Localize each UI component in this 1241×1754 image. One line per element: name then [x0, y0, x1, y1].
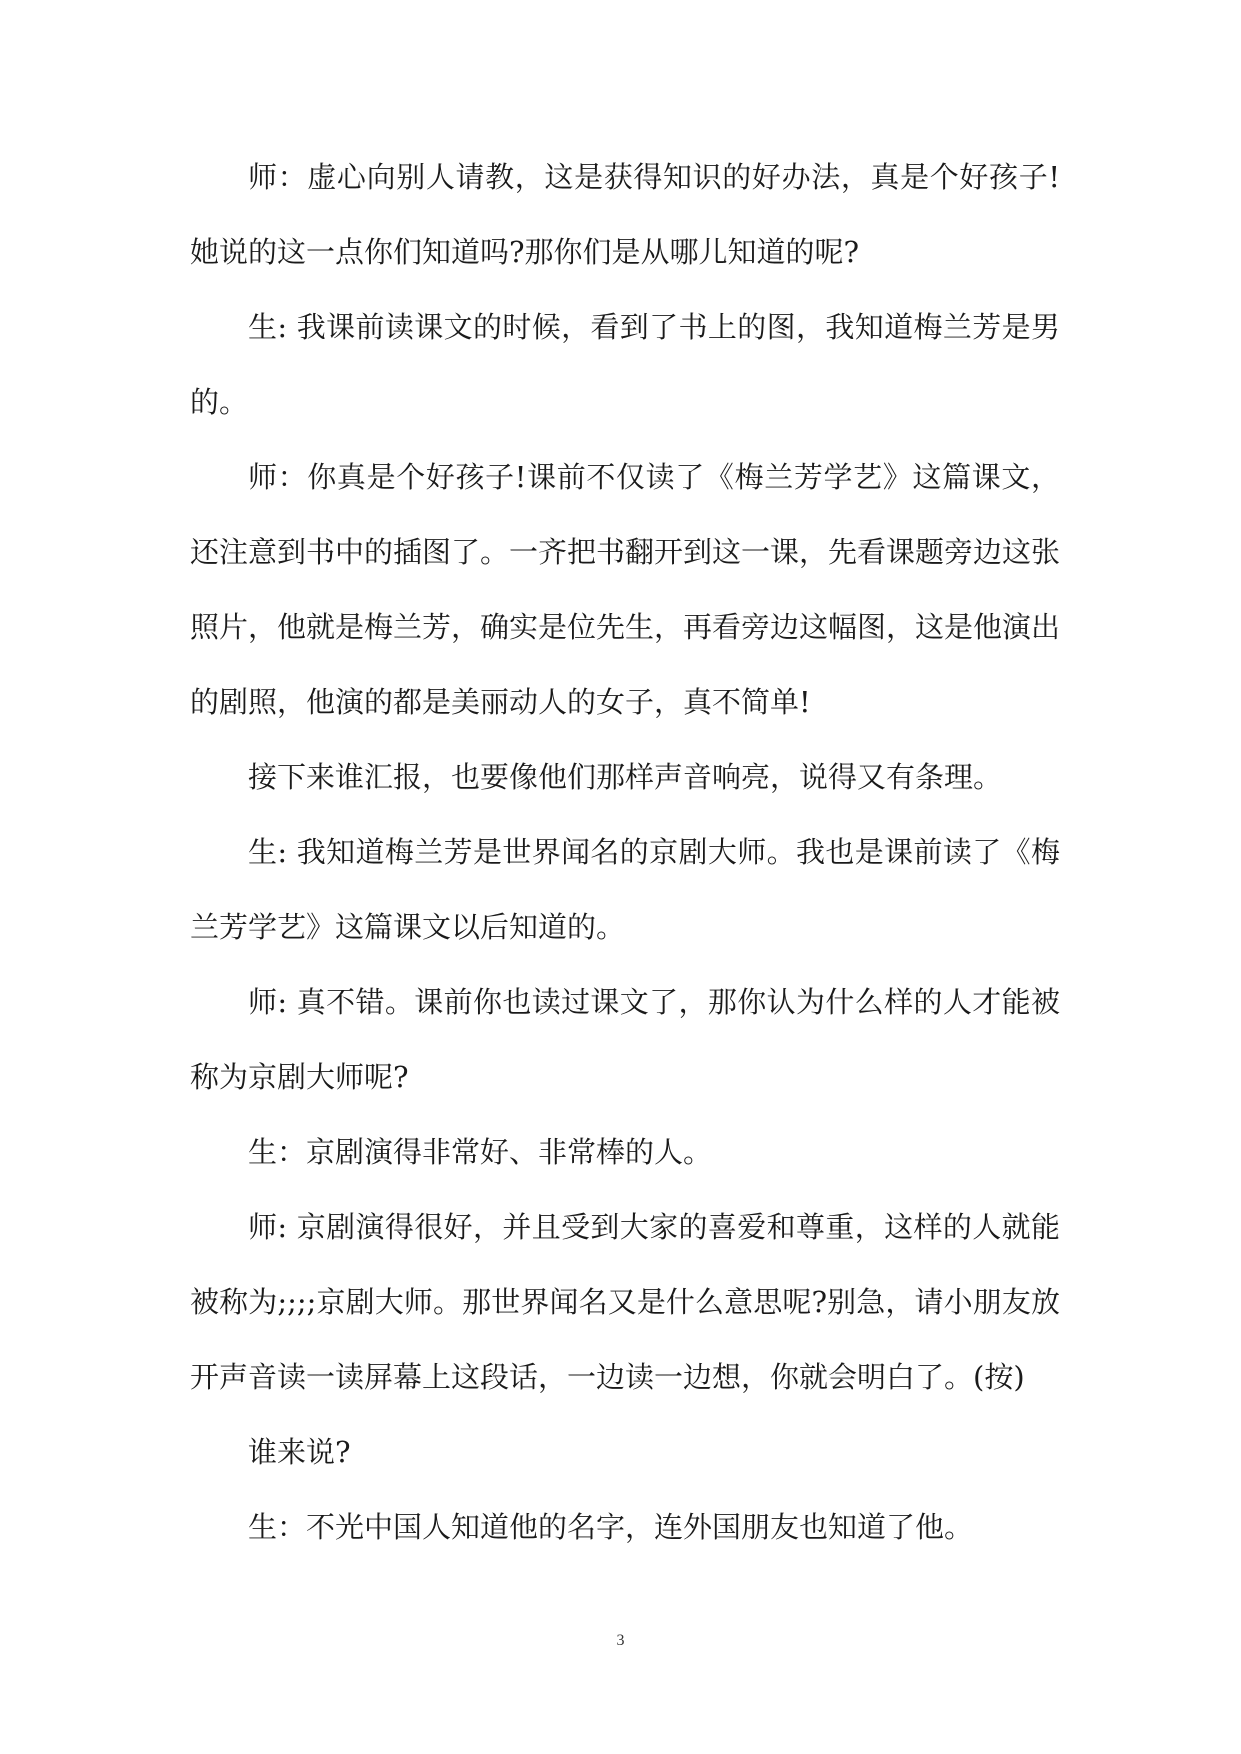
paragraph-7: 生：京剧演得非常好、非常棒的人。	[248, 1135, 713, 1169]
paragraph-4: 接下来谁汇报，也要像他们那样声音响亮，说得又有条理。	[248, 760, 1003, 794]
paragraph-3: 师：你真是个好孩子!课前不仅读了《梅兰芳学艺》这篇课文，还注意到书中的插图了。一齐把书翻开到这一课，先看课题旁边这张照片，他就是梅兰芳，确实是位先生，再看旁边这幅图，这是他演出的剧照，他演的都是美丽动人的女子，真不简单!	[190, 460, 1061, 719]
page-number: 3	[616, 1632, 625, 1649]
paragraph-6: 师: 真不错。课前你也读过课文了，那你认为什么样的人才能被称为京剧大师呢?	[190, 985, 1060, 1094]
paragraph-9: 谁来说?	[248, 1435, 351, 1469]
page-content	[190, 140, 1060, 1565]
paragraph-8: 师: 京剧演得很好，并且受到大家的喜爱和尊重，这样的人就能被称为;;;;京剧大师。那世界闻名又是什么意思呢?别急，请小朋友放开声音读一读屏幕上这段话，一边读一边想，你就会明白了。(按)	[190, 1210, 1060, 1394]
paragraph-5: 生: 我知道梅兰芳是世界闻名的京剧大师。我也是课前读了《梅兰芳学艺》这篇课文以后知道的。	[190, 835, 1060, 944]
paragraph-1: 师：虚心向别人请教，这是获得知识的好办法，真是个好孩子!她说的这一点你们知道吗?那你们是从哪儿知道的呢?	[190, 160, 1060, 269]
paragraph-2: 生: 我课前读课文的时候，看到了书上的图，我知道梅兰芳是男的。	[190, 310, 1060, 419]
paragraph-10: 生：不光中国人知道他的名字，连外国朋友也知道了他。	[248, 1510, 974, 1544]
